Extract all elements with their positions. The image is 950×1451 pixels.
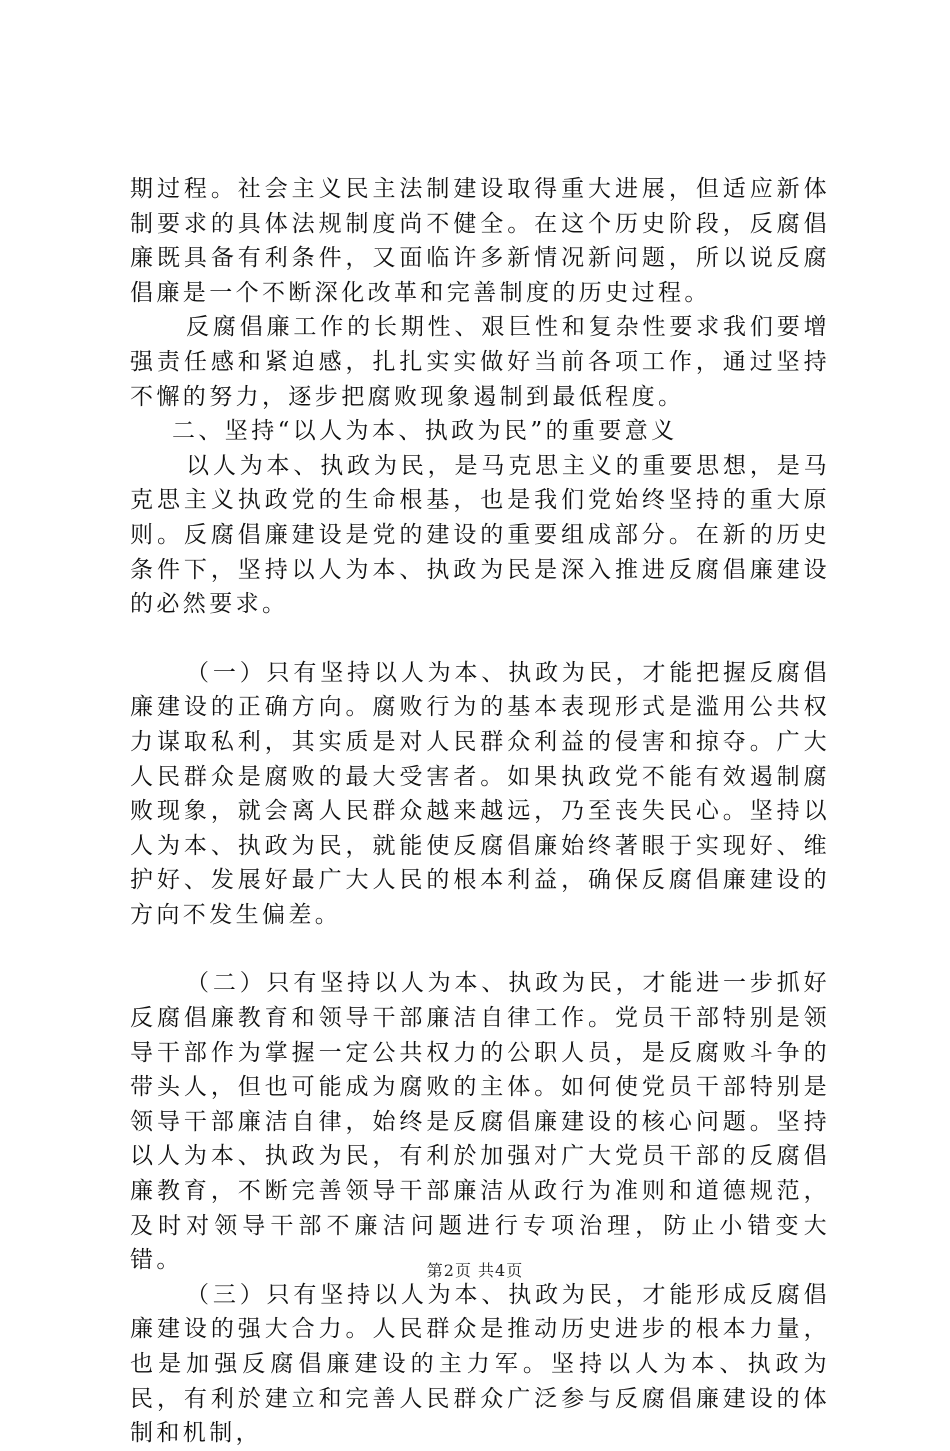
section-heading: 二、坚持“以人为本、执政为民”的重要意义: [172, 418, 678, 445]
paragraph-long-term-work: 反腐倡廉工作的长期性、艰巨性和复杂性要求我们要增强责任感和紧迫感，扎扎实实做好当前各项工作，通过坚持不懈的努力，逐步把腐败现象遏制到最低程度。: [130, 314, 830, 410]
paragraph-continuation: 期过程。社会主义民主法制建设取得重大进展，但适应新体制要求的具体法规制度尚不健全。在这个历史阶段，反腐倡廉既具备有利条件，又面临许多新情况新问题，所以说反腐倡廉是一个不断深化改革和完善制度的历史过程。: [130, 176, 830, 306]
paragraph-people-oriented: 以人为本、执政为民，是马克思主义的重要思想，是马克思主义执政党的生命根基，也是我们党始终坚持的重大原则。反腐倡廉建设是党的建设的重要组成部分。在新的历史条件下，坚持以人为本、执政为民是深入推进反腐倡廉建设的必然要求。: [130, 452, 830, 618]
paragraph-point-one: （一）只有坚持以人为本、执政为民，才能把握反腐倡廉建设的正确方向。腐败行为的基本表现形式是滥用公共权力谋取私利，其实质是对人民群众利益的侵害和掠夺。广大人民群众是腐败的最大受害者。如果执政党不能有效遏制腐败现象，就会离人民群众越来越远，乃至丧失民心。坚持以人为本、执政为民，就能使反腐倡廉始终著眼于实现好、维护好、发展好最广大人民的根本利益，确保反腐倡廉建设的方向不发生偏差。: [130, 659, 830, 928]
page-number-footer: 第2页 共4页: [426, 1261, 524, 1280]
paragraph-point-three: （三）只有坚持以人为本、执政为民，才能形成反腐倡廉建设的强大合力。人民群众是推动历史进步的根本力量，也是加强反腐倡廉建设的主力军。坚持以人为本、执政为民，有利於建立和完善人民群众广泛参与反腐倡廉建设的体制和机制，: [130, 1281, 830, 1447]
paragraph-point-two: （二）只有坚持以人为本、执政为民，才能进一步抓好反腐倡廉教育和领导干部廉洁自律工作。党员干部特别是领导干部作为掌握一定公共权力的公职人员，是反腐败斗争的带头人，但也可能成为腐败的主体。如何使党员干部特别是领导干部廉洁自律，始终是反腐倡廉建设的核心问题。坚持以人为本、执政为民，有利於加强对广大党员干部的反腐倡廉教育，不断完善领导干部廉洁从政行为准则和道德规范，及时对领导干部不廉洁问题进行专项治理，防止小错变大错。: [130, 970, 830, 1274]
